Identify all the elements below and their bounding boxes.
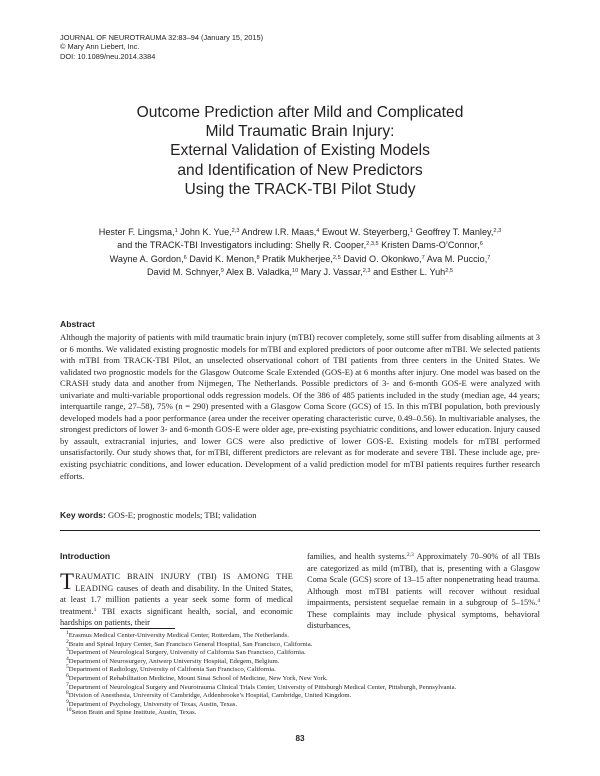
journal-citation: JOURNAL OF NEUROTRAUMA 32:83–94 (January 15, 2015) bbox=[60, 33, 264, 42]
footnote-text: Department of Psychology, University of Texas, Austin, Texas. bbox=[68, 700, 238, 708]
footnote-text: Department of Neurosurgery, Antwerp University Hospital, Edegem, Belgium. bbox=[68, 657, 280, 665]
footnote-marker: 3 bbox=[66, 647, 69, 654]
abstract-heading: Abstract bbox=[60, 319, 95, 329]
title-line: Outcome Prediction after Mild and Complicated bbox=[136, 104, 464, 121]
footnote bbox=[66, 672, 456, 684]
intro-text: TBI exacts significant health, social, and economic hardships on patients, their bbox=[60, 606, 293, 627]
copyright-notice: © Mary Ann Liebert, Inc. bbox=[60, 42, 140, 52]
affiliation-ref: 2,5 bbox=[445, 268, 453, 275]
footnote-marker: 1 bbox=[66, 630, 69, 636]
footnote bbox=[66, 709, 456, 718]
footnote-marker: 10 bbox=[66, 707, 72, 714]
affiliation-ref: 4 bbox=[316, 228, 320, 234]
affiliation-ref: 6 bbox=[183, 254, 187, 261]
footnote bbox=[66, 649, 456, 658]
title-line: Mild Traumatic Brain Injury: bbox=[205, 123, 395, 141]
author-name: David O. Okonkwo, bbox=[343, 253, 422, 264]
body-column-left bbox=[60, 571, 293, 629]
affiliation-ref: 1 bbox=[409, 228, 414, 234]
article-title bbox=[60, 103, 540, 199]
author-name: David K. Menon, bbox=[189, 253, 257, 264]
author-name: Andrew I.R. Maas, bbox=[241, 227, 317, 237]
author-line bbox=[60, 226, 540, 239]
footnote bbox=[66, 666, 456, 675]
author-name: John K. Yue, bbox=[180, 227, 232, 237]
doi-link[interactable]: DOI: 10.1089/neu.2014.3384 bbox=[60, 51, 156, 61]
footnote-text: Department of Rehabilitation Medicine, Mount Sinai School of Medicine, New York, New York. bbox=[68, 674, 328, 682]
footnote-text: Department of Radiology, University of California San Francisco, California. bbox=[68, 666, 276, 674]
intro-text: causes of death and disability. In the United States, at least 1.7 million patients a year seek some form of medical treatment. bbox=[60, 583, 293, 616]
intro-lead: RAUMATIC BRAIN INJURY bbox=[75, 572, 192, 581]
author-line bbox=[60, 253, 540, 266]
footnote-marker: 6 bbox=[66, 672, 69, 679]
author-name: and the TRACK-TBI Investigators including: Shelly R. Cooper, bbox=[117, 240, 367, 251]
footnote-marker: 8 bbox=[66, 690, 69, 697]
footnote-marker: 7 bbox=[66, 681, 69, 688]
intro-text: families, and health systems. bbox=[307, 552, 407, 561]
affiliation-ref: 9 bbox=[220, 268, 224, 275]
introduction-heading: Introduction bbox=[60, 551, 111, 561]
author-line bbox=[60, 239, 540, 252]
footnote-text: Brain and Spinal Injury Center, San Francisco General Hospital, San Francisco, California. bbox=[68, 640, 313, 648]
author-name: Geoffrey T. Manley, bbox=[415, 227, 494, 237]
drop-cap: T bbox=[60, 569, 75, 594]
author-name: Alex B. Valadka, bbox=[225, 267, 292, 278]
affiliation-ref: 2,3 bbox=[231, 228, 240, 234]
footnote-marker: 5 bbox=[66, 664, 69, 671]
section-divider bbox=[60, 530, 540, 531]
author-name: Kristen Dams-O’Connor, bbox=[381, 240, 480, 251]
author-name: David M. Schnyer, bbox=[146, 267, 221, 278]
citation-ref[interactable]: 1 bbox=[93, 606, 97, 613]
affiliation-ref: 1 bbox=[174, 228, 178, 234]
footnote bbox=[66, 632, 456, 641]
author-list bbox=[60, 226, 540, 280]
footnote-text: Department of Neurological Surgery, University of California San Francisco, California. bbox=[68, 649, 306, 657]
affiliation-ref: 2,3 bbox=[493, 228, 502, 234]
affiliation-ref: 2,3 bbox=[362, 268, 371, 275]
affiliation-ref: 8 bbox=[256, 254, 260, 261]
footnote-divider bbox=[60, 628, 175, 629]
author-name: Mary J. Vassar, bbox=[300, 267, 363, 278]
journal-header bbox=[60, 33, 263, 61]
author-name: Hester F. Lingsma, bbox=[98, 227, 175, 237]
footnote bbox=[66, 638, 456, 650]
affiliation-footnotes bbox=[66, 632, 456, 718]
author-line bbox=[60, 266, 540, 279]
intro-text: Approximately 70–90% of all TBIs are categorized as mild (mTBI), that is, presenting with a Glasgow Coma Scale (GCS) score of 13–15 after nonpenetrating head trauma. Although most mTBI patients will recover without residual impairments, persistent sequelae remain in a subgroup of 5–15%. bbox=[307, 552, 540, 607]
keywords-label: Key words: bbox=[60, 510, 106, 520]
title-line: Using the TRACK-TBI Pilot Study bbox=[184, 180, 416, 198]
abstract-body: Although the majority of patients with mild traumatic brain injury (mTBI) recover completely, some still suffer from disabling ailments at 3 or 6 months. We validated existing prognostic models for mTBI and explored predictors of poor outcome after mTBI. We selected patients with mTBI from TRACK-TBI Pilot, an unselected observational cohort of TBI patients from three centers in the United States. We validated two prognostic models for the Glasgow Outcome Scale Extended (GOS-E) at 6 months after injury. One model was based on the CRASH study data and another from Nijmegen, The Netherlands. Possible predictors of 3- and 6-month GOS-E were analyzed with univariate and multi-variable proportional odds regression models. Of the 386 of 485 patients included in the study (median age, 44 years; interquartile range, 27–58), 75% (n = 290) presented with a Glasgow Coma Score (GCS) of 15. In this mTBI population, both previously developed models had a poor performance (area under the receiver operating characteristic curve, 0.49–0.56). In multivariable analyses, the strongest predictors of lower 3- and 6-month GOS-E were older age, pre-existing psychiatric conditions, and lower education. Injury caused by assault, extracranial injuries, and lower GCS were also predictive of lower GOS-E. Existing models for mTBI performed unsatisfactorily. Our study shows that, for mTBI, different predictors are relevant as for moderate and severe TBI. These include age, pre-existing psychiatric conditions, and lower education. Development of a valid prediction model for mTBI patients requires further research efforts. bbox=[60, 332, 540, 481]
title-line: and Identification of New Predictors bbox=[177, 161, 423, 179]
footnote-text: Erasmus Medical Center-University Medical Center, Rotterdam, The Netherlands. bbox=[68, 632, 289, 639]
footnote-text: Division of Anesthesia, University of Cambridge, Addenbrooke’s Hospital, Cambridge, United Kingdom. bbox=[68, 692, 352, 700]
footnote-text: Seton Brain and Spine Institute, Austin, Texas. bbox=[71, 709, 197, 717]
keywords bbox=[60, 510, 257, 520]
title-line: External Validation of Existing Models bbox=[170, 142, 430, 160]
footnote-marker: 9 bbox=[66, 698, 69, 705]
page-number: 83 bbox=[295, 734, 305, 743]
author-name: Ewout W. Steyerberg, bbox=[321, 227, 410, 237]
footnote bbox=[66, 681, 457, 693]
intro-text: These complaints may include physical symptoms, behavioral disturbances, bbox=[307, 609, 540, 630]
intro-text-smallcaps: IS AMONG THE LEADING bbox=[75, 572, 294, 593]
intro-text: (TBI) bbox=[191, 572, 224, 581]
affiliation-ref: 10 bbox=[292, 268, 299, 275]
author-name: Pratik Mukherjee, bbox=[262, 253, 333, 264]
affiliation-ref: 7 bbox=[487, 254, 491, 261]
keywords-text: GOS-E; prognostic models; TBI; validation bbox=[107, 510, 257, 520]
body-column-right bbox=[307, 551, 540, 632]
citation-ref[interactable]: 2,3 bbox=[406, 552, 414, 558]
affiliation-ref: 6 bbox=[479, 241, 483, 248]
footnote bbox=[66, 692, 456, 701]
affiliation-ref: 2,3,5 bbox=[366, 241, 379, 248]
citation-ref[interactable]: 4 bbox=[537, 598, 540, 604]
affiliation-ref: 7 bbox=[421, 254, 425, 261]
author-name: Wayne A. Gordon, bbox=[109, 253, 184, 264]
author-name: and Esther L. Yuh bbox=[373, 267, 446, 278]
author-name: Ava M. Puccio, bbox=[426, 253, 488, 264]
footnote-text: Department of Neurological Surgery and Neurotrauma Clinical Trials Center, University of Pittsburgh Medical Center, Pittsburgh, Pennsylvania. bbox=[68, 683, 457, 691]
footnote-marker: 2 bbox=[66, 638, 69, 645]
affiliation-ref: 2,5 bbox=[332, 254, 341, 261]
footnote-marker: 4 bbox=[66, 655, 69, 662]
